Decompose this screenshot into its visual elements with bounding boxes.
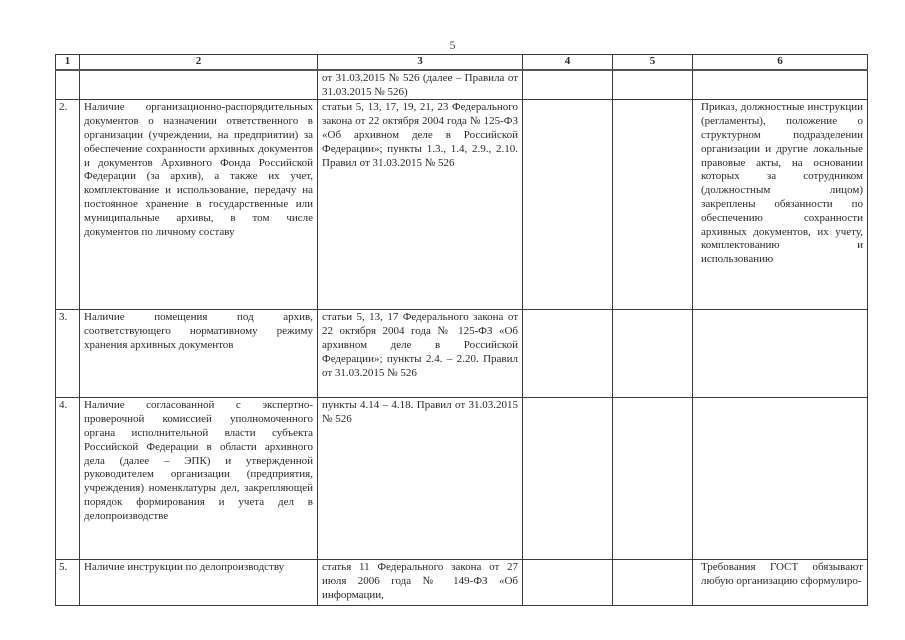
column-4-cell [523,310,613,398]
table-row [56,398,868,560]
requirements-table [55,54,868,606]
column-5-cell [613,70,693,100]
column-header: 1 [56,55,80,70]
column-header: 6 [693,55,868,70]
requirement-cell: Наличие организационно-распорядительных документов о назначении ответственного в организации (учреждении, на предприятии) за обеспечение сохранности архивных документов и документов Архивного Фонда Российской Федерации (за архив), а также их учет, комплектование и использование, передачу на постоянное хранение в государственные или муниципальные архивы, в том числе документов по личному составу [80,100,318,310]
row-number [56,70,80,100]
column-header: 3 [318,55,523,70]
row-number: 3. [56,310,80,398]
note-cell: Требования ГОСТ обязывают любую организацию сформулиро- [693,560,868,606]
column-4-cell [523,560,613,606]
table-row [56,310,868,398]
legal-basis-cell: статья 11 Федерального закона от 27 июля 2006 года № 149-ФЗ «Об информации, [318,560,523,606]
note-cell: Приказ, должностные инструкции (регламенты), положение о структурном подразделении организации и другие локальные правовые акты, на основании которых за сотрудником (должностным лицом) закреплены обязанности по обеспечению сохранности архивных документов, их учету, комплектованию и использованию [693,100,868,310]
column-4-cell [523,100,613,310]
note-cell [693,310,868,398]
column-5-cell [613,100,693,310]
column-4-cell [523,70,613,100]
row-number: 5. [56,560,80,606]
note-cell [693,398,868,560]
legal-basis-cell: статьи 5, 13, 17, 19, 21, 23 Федерального закона от 22 октября 2004 года № 125-ФЗ «Об архивном деле в Российской Федерации»; пункты 1.3., 1.4, 2.9., 2.10. Правил от 31.03.2015 № 526 [318,100,523,310]
note-cell [693,70,868,100]
row-number: 2. [56,100,80,310]
requirement-cell: Наличие согласованной с экспертно-проверочной комиссией уполномоченного органа исполнительной власти субъекта Российской Федерации в области архивного дела (далее – ЭПК) и утвержденной руководителем организации (предприятия, учреждения) номенклатуры дел, закрепляющей порядок формирования и учета дел в делопроизводстве [80,398,318,560]
table-row [56,100,868,310]
column-5-cell [613,560,693,606]
column-header: 2 [80,55,318,70]
legal-basis-cell: пункты 4.14 – 4.18. Правил от 31.03.2015 № 526 [318,398,523,560]
row-number: 4. [56,398,80,560]
column-4-cell [523,398,613,560]
page-number: 5 [449,38,456,52]
column-header: 4 [523,55,613,70]
column-header: 5 [613,55,693,70]
column-5-cell [613,310,693,398]
requirement-cell: Наличие помещения под архив, соответствующего нормативному режиму хранения архивных документов [80,310,318,398]
table-header-row [56,55,868,70]
table-row [56,560,868,606]
requirement-cell [80,70,318,100]
column-5-cell [613,398,693,560]
table-row [56,70,868,100]
requirement-cell: Наличие инструкции по делопроизводству [80,560,318,606]
legal-basis-cell: статьи 5, 13, 17 Федерального закона от 22 октября 2004 года № 125-ФЗ «Об архивном деле в Российской Федерации»; пункты 2.4. – 2.20. Правил от 31.03.2015 № 526 [318,310,523,398]
legal-basis-cell: от 31.03.2015 № 526 (далее – Правила от 31.03.2015 № 526) [318,70,523,100]
